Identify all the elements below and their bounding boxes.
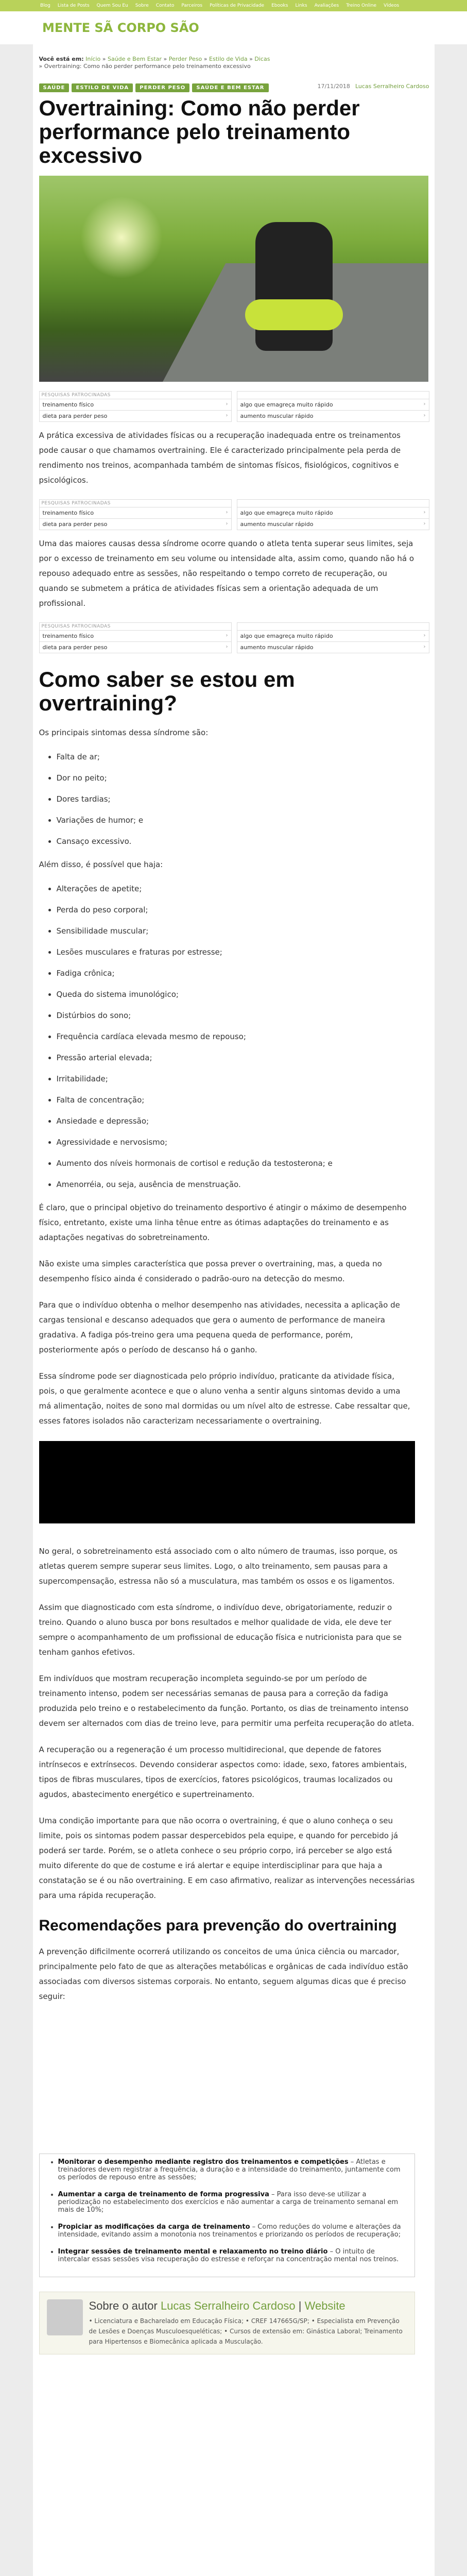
chevron-right-icon: › xyxy=(423,521,426,527)
sponsored-search-link[interactable] xyxy=(40,410,231,421)
sponsored-column xyxy=(39,622,232,653)
sponsored-search-label: aumento muscular rápido xyxy=(240,521,314,528)
sponsored-search-link[interactable] xyxy=(40,507,231,518)
paragraph: Não existe uma simples característica que possa prever o overtraining, mas, a queda no desempenho físico ainda é considerado o padrão-ouro na detecção do mesmo. xyxy=(39,1259,382,1283)
breadcrumb-link[interactable]: Início xyxy=(85,56,101,62)
sponsored-search-link[interactable] xyxy=(237,507,429,518)
tip-title: Aumentar a carga de treinamento de forma progressiva xyxy=(58,2191,269,2198)
tip-text: – Para isso deve-se utilizar a periodização no estabelecimento dos exercícios e não aumentar a carga de treinamento semanal em mais de 10%; xyxy=(58,2191,399,2214)
category-badge[interactable]: SAÚDE xyxy=(39,83,70,92)
sponsored-search-label: algo que emagreça muito rápido xyxy=(240,633,333,639)
chevron-right-icon: › xyxy=(423,510,426,515)
chevron-right-icon: › xyxy=(226,633,228,638)
topbar-link[interactable]: Parceiros xyxy=(181,3,203,8)
topbar-link[interactable]: Vídeos xyxy=(384,3,400,8)
ad-space xyxy=(39,2015,429,2149)
list-item: • Cansaço excessivo. xyxy=(57,836,429,846)
author-bio: • Licenciatura e Bacharelado em Educação Física; • CREF 147665G/SP; • Especialista em Prevenção de Lesões e Doenças Musculoesqueléticas; • Cursos de extensão em: Ginástica Laboral; Treinamento para Hipertensos e Biomecânica aplicada a Musculação. xyxy=(89,2317,403,2345)
sponsored-search-label: aumento muscular rápido xyxy=(240,644,314,651)
sponsored-search-label: treinamento físico xyxy=(42,633,94,639)
list-item: • Fadiga crônica; xyxy=(57,968,429,978)
sponsored-column xyxy=(39,499,232,530)
sponsored-column xyxy=(237,622,429,653)
topbar-link[interactable]: Treino Online xyxy=(346,3,377,8)
paragraph: A prática excessiva de atividades físicas ou a recuperação inadequada entre os treinamentos pode causar o que chamamos overtraining. Ele é caracterizado principalmente pela perda de rendimento nos treinos, acompanhada também de sintomas físicos, fisiológicos, cognitivos e psicológicos. xyxy=(39,431,401,485)
breadcrumb-prefix: Você está em: xyxy=(39,56,84,62)
author-website-link[interactable]: Website xyxy=(304,2299,345,2312)
author-name-link[interactable]: Lucas Serralheiro Cardoso xyxy=(160,2299,296,2312)
sponsored-searches xyxy=(39,499,429,530)
sponsored-column xyxy=(237,391,429,422)
sponsored-search-label: dieta para perder peso xyxy=(42,521,108,528)
sponsored-searches xyxy=(39,391,429,422)
sponsored-searches xyxy=(39,622,429,653)
sponsored-search-link[interactable] xyxy=(237,399,429,410)
breadcrumb-current: Overtraining: Como não perder performance pelo treinamento excessivo xyxy=(44,63,251,70)
topbar-link[interactable]: Contato xyxy=(155,3,175,8)
topbar-link[interactable]: Links xyxy=(295,3,307,8)
sponsored-search-label: dieta para perder peso xyxy=(42,644,108,651)
topbar-link[interactable]: Ebooks xyxy=(271,3,288,8)
category-badge[interactable]: SAÚDE E BEM ESTAR xyxy=(192,83,268,92)
paragraph: É claro, que o principal objetivo do treinamento desportivo é atingir o máximo de desempenho físico, entretanto, existe uma linha tênue entre as ótimas adaptações do treinamento e as adaptações negativas do sobretreinamento. xyxy=(39,1203,407,1242)
tip-item xyxy=(58,2248,404,2263)
tip-text: – Atletas e treinadores devem registrar a frequência, a duração e a intensidade do treinamento, juntamente com os períodos de repouso entre as sessões; xyxy=(58,2158,401,2181)
list-item: • Variações de humor; e xyxy=(57,815,429,825)
site-title[interactable]: MENTE SÃ CORPO SÃO xyxy=(42,21,199,35)
sponsored-search-label: algo que emagreça muito rápido xyxy=(240,510,333,516)
breadcrumb-link[interactable]: Dicas xyxy=(254,56,270,62)
list-item: • Perda do peso corporal; xyxy=(57,905,429,915)
topbar-link[interactable]: Sobre xyxy=(135,3,149,8)
list-item: • Queda do sistema imunológico; xyxy=(57,989,429,999)
list-item: • Agressividade e nervosismo; xyxy=(57,1137,429,1147)
list-item: • Dores tardias; xyxy=(57,794,429,804)
chevron-right-icon: › xyxy=(423,644,426,650)
list-item: • Sensibilidade muscular; xyxy=(57,926,429,936)
tip-item xyxy=(58,2223,404,2239)
post-date: 17/11/2018 xyxy=(317,83,350,90)
symptom-list xyxy=(57,752,429,846)
hero-runner xyxy=(255,222,333,351)
topbar-link[interactable]: Lista de Posts xyxy=(57,3,90,8)
symptom-list-extra xyxy=(57,884,429,1190)
breadcrumb-link[interactable]: Perder Peso xyxy=(168,56,202,62)
sponsored-search-link[interactable] xyxy=(40,518,231,530)
post-meta xyxy=(318,83,429,90)
paragraph: Essa síndrome pode ser diagnosticada pelo próprio indivíduo, praticante da atividade física, pois, o que geralmente acontece e que o aluno venha a sentir alguns sintomas devido a uma má alimentação, noites de sono mal dormidas ou um nível alto de estresse. Cabe ressaltar que, esses fatores isolados não caracterizam necessariamente o overtraining. xyxy=(39,1371,410,1426)
hero-image xyxy=(39,176,428,382)
sponsored-search-label: dieta para perder peso xyxy=(42,413,108,419)
tip-title: Monitorar o desempenho mediante registro dos treinamentos e competições xyxy=(58,2158,349,2166)
paragraph: A prevenção dificilmente ocorrerá utilizando os conceitos de uma única ciência ou marcador, principalmente pelo fato de que as alterações metabólicas e orgânicas de cada indivíduo estão associadas com diversos sistemas corporais. No entanto, seguem algumas dicas que é preciso seguir: xyxy=(39,1947,408,2001)
sponsored-search-link[interactable] xyxy=(237,641,429,653)
category-badge[interactable]: ESTILO DE VIDA xyxy=(72,83,133,92)
author-prefix: Sobre o autor xyxy=(89,2299,158,2312)
paragraph: Os principais sintomas dessa síndrome são: xyxy=(39,728,209,737)
breadcrumb-link[interactable]: Saúde e Bem Estar xyxy=(107,56,162,62)
chevron-right-icon: › xyxy=(423,413,426,418)
paragraph: Para que o indivíduo obtenha o melhor desempenho nas atividades, necessita a aplicação de cargas tensional e descanso adequados que gera o aumento de performance de maneira gradativa. A fadiga pós-treino gera uma pequena queda de performance, porém, posteriormente após o período de descanso há o ganho. xyxy=(39,1300,400,1354)
post-author-link[interactable]: Lucas Serralheiro Cardoso xyxy=(355,83,429,90)
sponsored-search-link[interactable] xyxy=(237,518,429,530)
author-box xyxy=(39,2292,415,2354)
topbar-link[interactable]: Políticas de Privacidade xyxy=(210,3,265,8)
paragraph: Além disso, é possível que haja: xyxy=(39,860,163,869)
top-navigation xyxy=(0,0,467,11)
list-item: • Alterações de apetite; xyxy=(57,884,429,894)
sponsored-search-label: aumento muscular rápido xyxy=(240,413,314,419)
list-item: • Falta de concentração; xyxy=(57,1095,429,1105)
paragraph: Em indivíduos que mostram recuperação incompleta seguindo-se por um período de treinamento intenso, podem ser necessárias semanas de pausa para a correção da fadiga produzida pelo treino e o restabelecimento da função. Portanto, os dias de treinamento intenso devem ser alternados com dias de treino leve, para permitir uma perfeita recuperação do atleta. xyxy=(39,1674,414,1728)
sponsored-heading: PESQUISAS PATROCINADAS xyxy=(41,501,111,506)
topbar-link[interactable]: Quem Sou Eu xyxy=(96,3,128,8)
breadcrumb: Você está em: Início » Saúde e Bem Estar » Perder Peso » Estilo de Vida » Dicas » Overtraining: Como não perder performance pelo treinamento excessivo xyxy=(39,56,270,70)
list-item: • Dor no peito; xyxy=(57,773,429,783)
list-item: • Ansiedade e depressão; xyxy=(57,1116,429,1126)
sponsored-search-label: treinamento físico xyxy=(42,401,94,408)
paragraph: Uma das maiores causas dessa síndrome ocorre quando o atleta tenta superar seus limites, seja por o excesso de treinamento em seu volume ou intensidade alta, assim como, quando não há o repouso adequado entre as sessões, não respeitando o tempo correto de recuperação, ou quando se submetem a prática de atividades físicas sem a orientação adequada de um profissional. xyxy=(39,539,414,608)
sponsored-search-link[interactable] xyxy=(40,630,231,641)
sponsored-heading: PESQUISAS PATROCINADAS xyxy=(41,393,111,398)
sponsored-search-link[interactable] xyxy=(40,399,231,410)
tips-box xyxy=(39,2154,415,2277)
tip-text: – Como reduções do volume e alterações da intensidade, evitando assim a monotonia nos treinamentos e priorizando os períodos de recuperação; xyxy=(58,2223,401,2239)
content-area xyxy=(33,44,435,2576)
category-badge[interactable]: PERDER PESO xyxy=(135,83,189,92)
sponsored-heading xyxy=(237,500,429,507)
topbar-link[interactable]: Avaliações xyxy=(314,3,339,8)
author-avatar xyxy=(47,2299,83,2335)
chevron-right-icon: › xyxy=(226,401,228,407)
tip-item xyxy=(58,2158,404,2181)
list-item: • Falta de ar; xyxy=(57,752,429,762)
embedded-video[interactable] xyxy=(39,1441,415,1523)
tip-item xyxy=(58,2191,404,2214)
sponsored-heading xyxy=(237,392,429,399)
sponsored-search-label: algo que emagreça muito rápido xyxy=(240,401,333,408)
chevron-right-icon: › xyxy=(226,644,228,650)
list-item: • Frequência cardíaca elevada mesmo de repouso; xyxy=(57,1031,429,1042)
post-meta-row xyxy=(39,81,429,91)
sponsored-search-label: treinamento físico xyxy=(42,510,94,516)
sponsored-heading xyxy=(237,623,429,630)
paragraph: Assim que diagnosticado com esta síndrome, o indivíduo deve, obrigatoriamente, reduzir o treino. Quando o aluno busca por bons resultados e melhor qualidade de vida, ele deve ter sempre o acompanhamento de um profissional de educação física e nutricionista para que se tenham ganhos efetivos. xyxy=(39,1603,402,1657)
chevron-right-icon: › xyxy=(423,401,426,407)
sponsored-column xyxy=(237,499,429,530)
sponsored-search-link[interactable] xyxy=(237,630,429,641)
author-heading: Sobre o autor Lucas Serralheiro Cardoso | Website xyxy=(89,2299,345,2312)
chevron-right-icon: › xyxy=(423,633,426,638)
list-item: • Amenorréia, ou seja, ausência de menstruação. xyxy=(57,1179,429,1190)
sponsored-search-link[interactable] xyxy=(237,410,429,421)
section-heading: Recomendações para prevenção do overtraining xyxy=(39,1917,397,1934)
chevron-right-icon: › xyxy=(226,521,228,527)
section-heading: Como saber se estou em overtraining? xyxy=(39,667,295,715)
paragraph: Uma condição importante para que não ocorra o overtraining, é que o aluno conheça o seu limite, pois os sintomas podem passar despercebidos pela equipe, e quando for percebido já poderá ser tarde. Porém, se o atleta conhece o seu próprio corpo, irá perceber se algo está muito diferente do que de costume e irá alertar e equipe interdisciplinar para que haja a constatação se é ou não overtraining. E em caso afirmativo, realizar as intervenções necessárias para uma rápida recuperação. xyxy=(39,1816,415,1900)
sponsored-search-link[interactable] xyxy=(40,641,231,653)
tip-title: Propiciar as modificações da carga de treinamento xyxy=(58,2223,250,2231)
chevron-right-icon: › xyxy=(226,413,228,418)
paragraph: No geral, o sobretreinamento está associado com o alto número de traumas, isso porque, os atletas querem sempre superar seus limites. Logo, o alto treinamento, sem pausas para a supercompensação, estressa não só a musculatura, mas também os ossos e os ligamentos. xyxy=(39,1547,398,1586)
site-header xyxy=(0,11,467,44)
post-title: Overtraining: Como não perder performance pelo treinamento excessivo xyxy=(39,96,360,167)
tip-title: Integrar sessões de treinamento mental e relaxamento no treino diário xyxy=(58,2248,328,2256)
hero-shoe xyxy=(245,299,343,330)
breadcrumb-link[interactable]: Estilo de Vida xyxy=(209,56,248,62)
sponsored-column xyxy=(39,391,232,422)
list-item: • Lesões musculares e fraturas por estresse; xyxy=(57,947,429,957)
list-item: • Pressão arterial elevada; xyxy=(57,1053,429,1063)
sponsored-heading: PESQUISAS PATROCINADAS xyxy=(41,624,111,629)
paragraph: A recuperação ou a regeneração é um processo multidirecional, que depende de fatores intrínsecos e extrínsecos. Devendo considerar aspectos como: idade, sexo, fatores ambientais, tipos de fibras musculares, tipos de exercícios, fatores psicológicos, traumas localizados ou agudos, abastecimento energético e supertreinamento. xyxy=(39,1745,407,1799)
topbar-link[interactable]: Blog xyxy=(40,3,50,8)
list-item: • Irritabilidade; xyxy=(57,1074,429,1084)
hero-sun-glow xyxy=(80,196,163,279)
tip-text: – O intuito de intercalar essas sessões visa recuperação do estresse e reforçar na concentração mental nos treinos. xyxy=(58,2248,399,2263)
chevron-right-icon: › xyxy=(226,510,228,515)
list-item: • Aumento dos níveis hormonais de cortisol e redução da testosterona; e xyxy=(57,1158,429,1168)
list-item: • Distúrbios do sono; xyxy=(57,1010,429,1021)
